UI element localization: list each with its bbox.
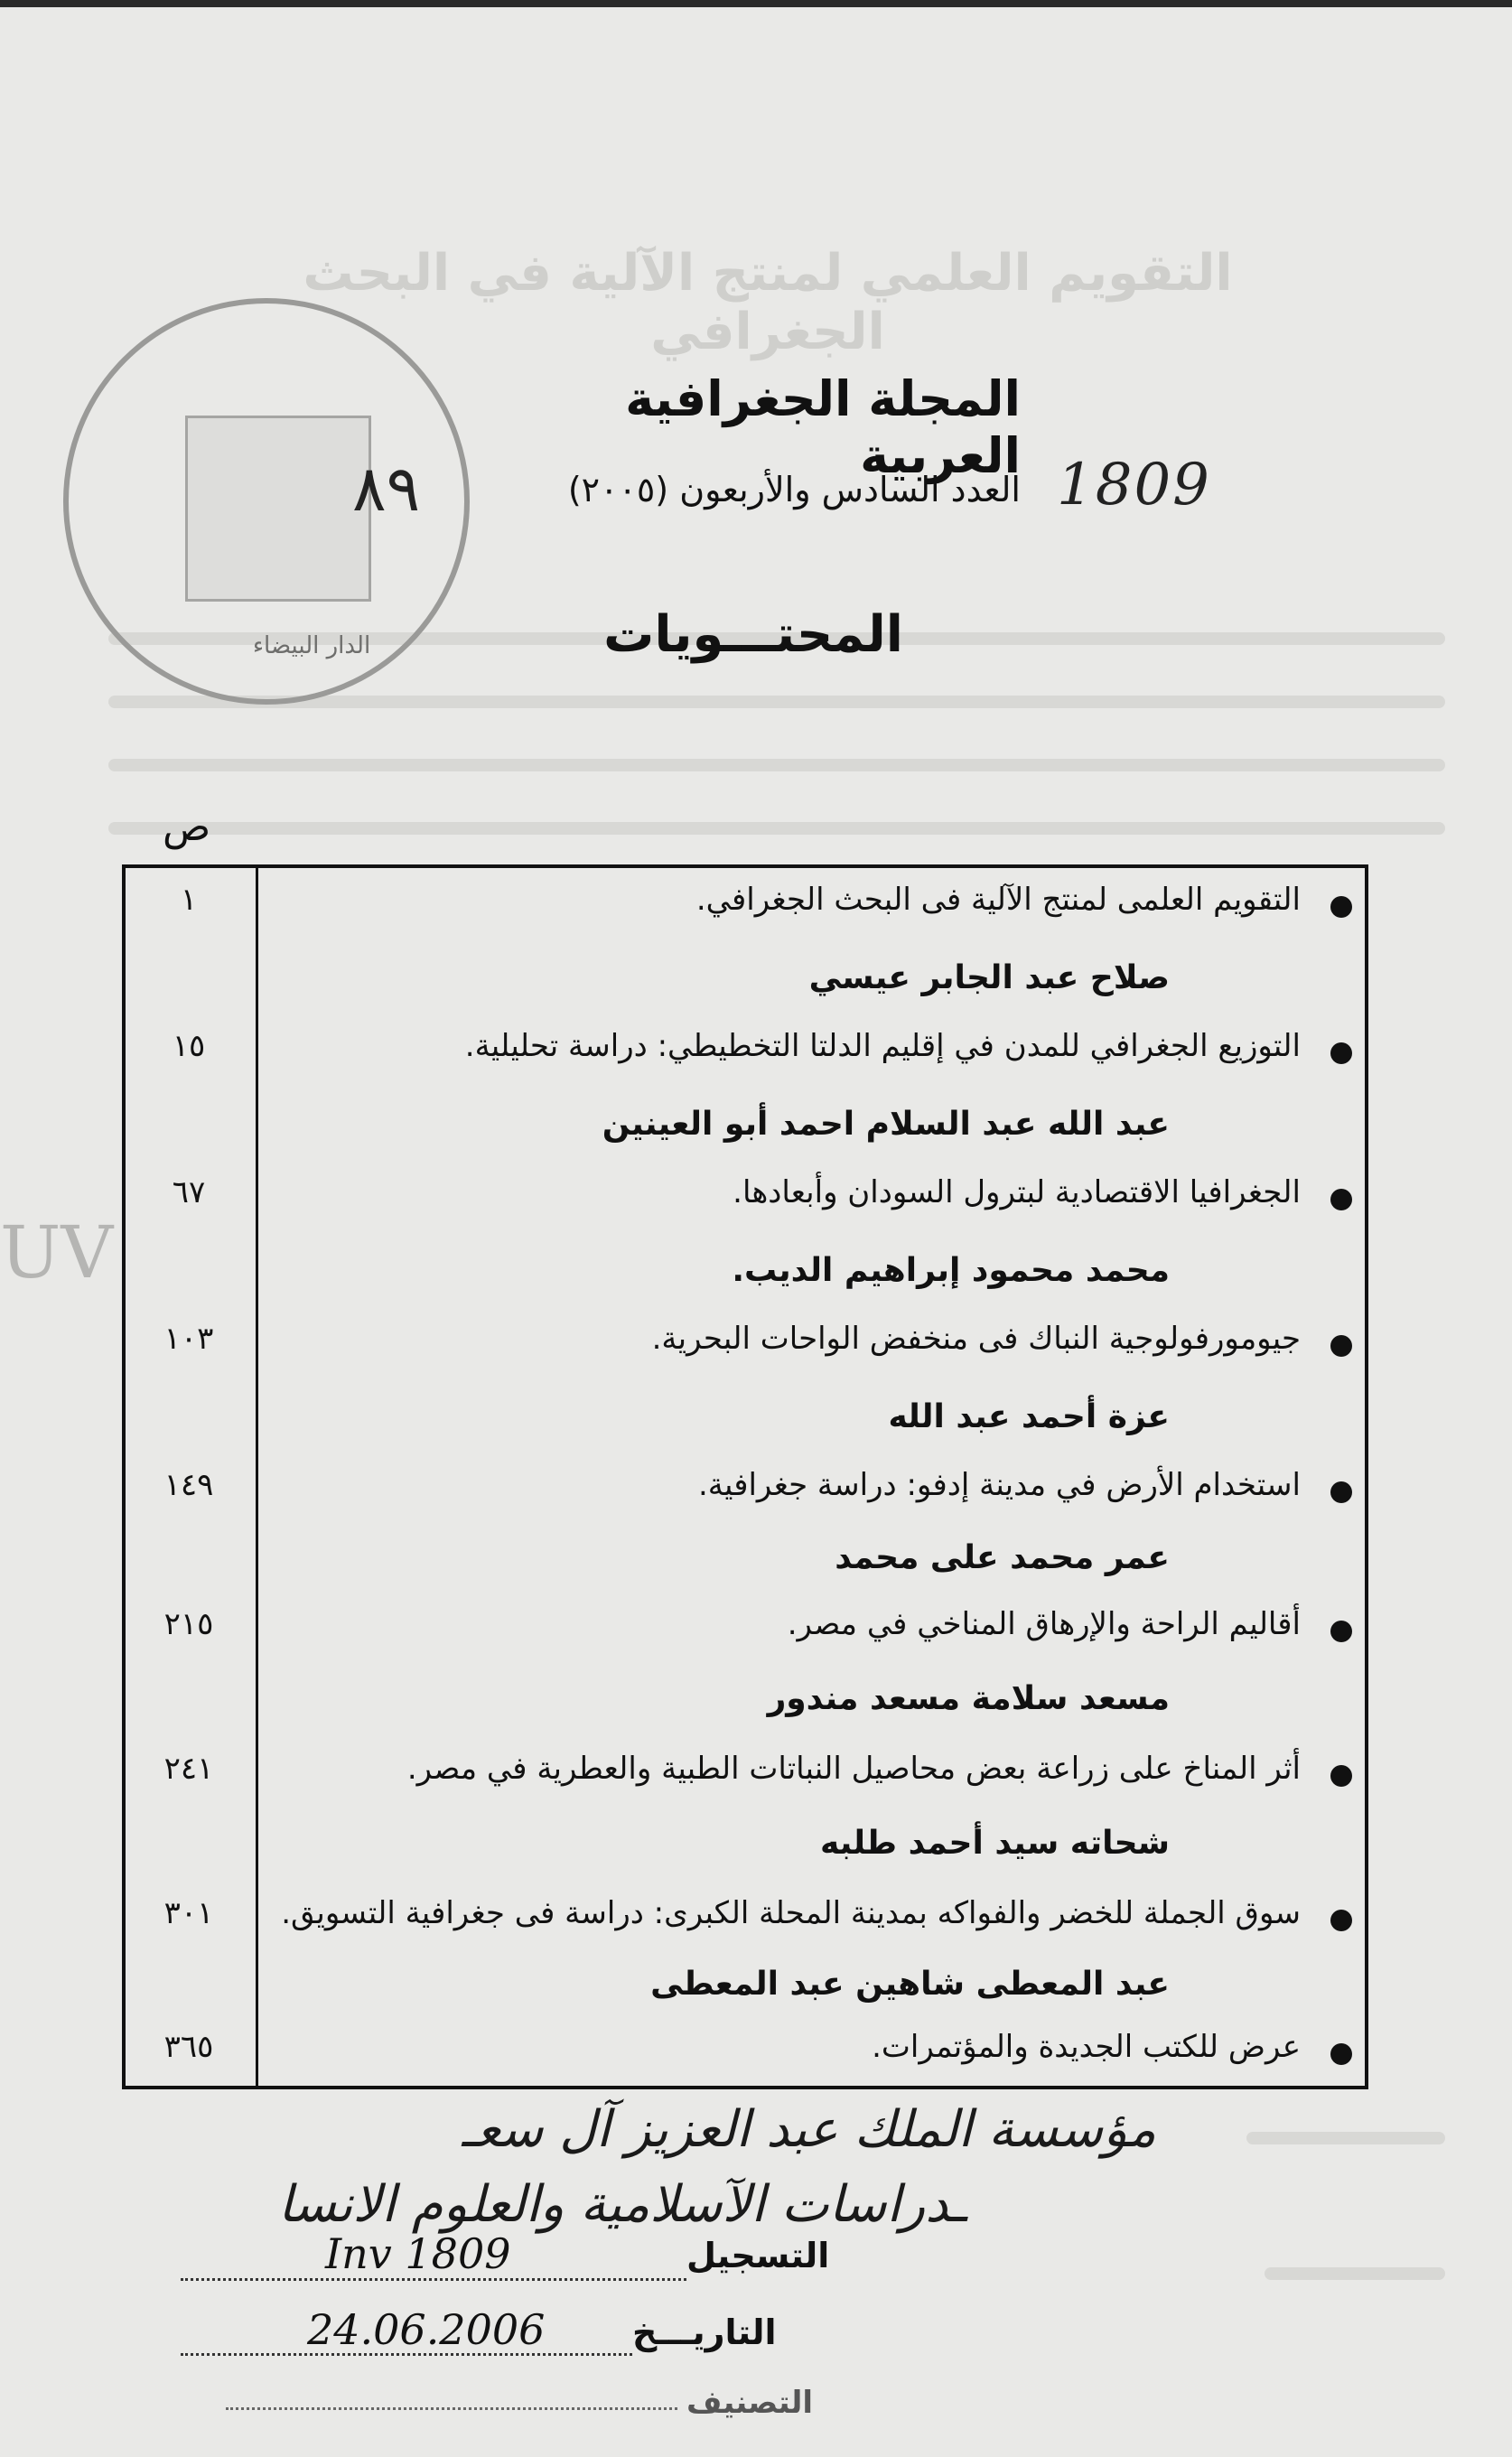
- stamp-label: الدار البيضاء: [252, 632, 371, 659]
- entry-page-number: ٦٧: [172, 1174, 206, 1210]
- registration-value: Inv 1809: [325, 2229, 511, 2278]
- entry-page-number: ٢٤١: [163, 1751, 214, 1787]
- bleed-through-line: [108, 822, 1445, 835]
- entry-author: شحاته سيد أحمد طلبه: [819, 1825, 1170, 1862]
- toc-author: [122, 1536, 1368, 1599]
- toc-author: [122, 1395, 1368, 1458]
- entry-page-number: ٣٦٥: [163, 2029, 214, 2065]
- toc-author: [122, 956, 1368, 1019]
- issue-number: العدد السادس والأربعون (٢٠٠٥): [567, 470, 1021, 509]
- entry-title: أثر المناخ على زراعة بعض محاصيل النباتات الطبية والعطرية في مصر.: [406, 1751, 1301, 1787]
- library-stamp-line-1: مؤسسة الملك عبد العزيز آل سعـ: [462, 2100, 1156, 2159]
- stamp-emblem: [185, 416, 371, 602]
- bullet-icon: [1330, 1621, 1352, 1642]
- entry-title: عرض للكتب الجديدة والمؤتمرات.: [872, 2029, 1301, 2065]
- journal-title: المجلة الجغرافية العربية: [625, 370, 1021, 484]
- bleed-through-title: التقويم العلمي لمنتج الآلية في البحث الجغرافي: [303, 244, 1233, 361]
- bullet-icon: [1330, 1335, 1352, 1357]
- date-dotted-line: [181, 2353, 632, 2358]
- entry-author: مسعد سلامة مسعد مندور: [767, 1680, 1170, 1717]
- entry-title: التوزيع الجغرافي للمدن في إقليم الدلتا التخطيطي: دراسة تحليلية.: [464, 1028, 1301, 1064]
- bullet-icon: [1330, 2043, 1352, 2065]
- handwritten-accession-number: 1809: [1057, 452, 1211, 518]
- entry-author: عمر محمد على محمد: [835, 1539, 1170, 1576]
- entry-author: عبد الله عبد السلام احمد أبو العينين: [602, 1106, 1170, 1143]
- side-margin-mark: UV: [0, 1210, 114, 1294]
- bleed-through-line: [1265, 2267, 1445, 2280]
- entry-page-number: ٣٠١: [163, 1895, 214, 1931]
- entry-page-number: ١٠٣: [163, 1321, 214, 1357]
- entry-author: عبد المعطى شاهين عبد المعطى: [650, 1966, 1170, 2003]
- toc-entry: [122, 1745, 1368, 1817]
- entry-author: عزة أحمد عبد الله: [888, 1398, 1170, 1435]
- entry-title: جيومورفولوجية النباك فى منخفض الواحات البحرية.: [651, 1321, 1301, 1357]
- toc-author: [122, 1677, 1368, 1740]
- entry-title: الجغرافيا الاقتصادية لبترول السودان وأبعادها.: [733, 1174, 1301, 1210]
- entry-page-number: ١٥: [172, 1028, 206, 1064]
- entry-title: التقويم العلمى لمنتج الآلية فى البحث الجغرافي.: [695, 882, 1301, 918]
- date-value: 24.06.2006: [307, 2305, 546, 2354]
- toc-author: [122, 1962, 1368, 2025]
- bullet-icon: [1330, 1910, 1352, 1931]
- bleed-through-line: [108, 759, 1445, 771]
- entry-title: سوق الجملة للخضر والفواكه بمدينة المحلة الكبرى: دراسة فى جغرافية التسويق.: [281, 1895, 1301, 1931]
- bullet-icon: [1330, 1765, 1352, 1787]
- toc-author: [122, 1248, 1368, 1312]
- toc-entry: [122, 876, 1368, 948]
- contents-heading: المحتـــويات: [603, 605, 903, 664]
- entry-page-number: ١: [180, 882, 198, 918]
- registration-label: التسجيل: [686, 2236, 830, 2275]
- entry-title: استخدام الأرض في مدينة إدفو: دراسة جغرافية.: [697, 1467, 1301, 1503]
- library-stamp-line-2: ـدراسات الآسلامية والعلوم الانسا: [277, 2175, 966, 2234]
- bullet-icon: [1330, 1481, 1352, 1503]
- bleed-through-line: [1246, 2132, 1445, 2144]
- toc-entry: [122, 2023, 1368, 2096]
- toc-entry: [122, 1169, 1368, 1241]
- toc-entry: [122, 1462, 1368, 1534]
- entry-author: محمد محمود إبراهيم الديب.: [732, 1252, 1170, 1289]
- toc-author: [122, 1821, 1368, 1884]
- entry-title: أقاليم الراحة والإرهاق المناخي في مصر.: [787, 1606, 1301, 1642]
- toc-entry: [122, 1023, 1368, 1095]
- classification-dotted-line: [226, 2407, 677, 2412]
- classification-label: التصنيف: [686, 2385, 814, 2421]
- toc-entry: [122, 1315, 1368, 1387]
- registration-dotted-line: [181, 2278, 686, 2283]
- scan-top-edge: [0, 0, 1512, 7]
- page-column-label: ص: [163, 804, 211, 850]
- bullet-icon: [1330, 896, 1352, 918]
- bullet-icon: [1330, 1189, 1352, 1210]
- toc-entry: [122, 1601, 1368, 1673]
- entry-page-number: ٢١٥: [163, 1606, 214, 1642]
- entry-page-number: ١٤٩: [163, 1467, 214, 1503]
- toc-entry: [122, 1890, 1368, 1962]
- stamp-handwritten-number: ٨٩: [352, 452, 421, 526]
- date-label: التاريـــخ: [632, 2312, 777, 2352]
- bullet-icon: [1330, 1042, 1352, 1064]
- entry-author: صلاح عبد الجابر عيسي: [808, 959, 1170, 996]
- toc-author: [122, 1102, 1368, 1165]
